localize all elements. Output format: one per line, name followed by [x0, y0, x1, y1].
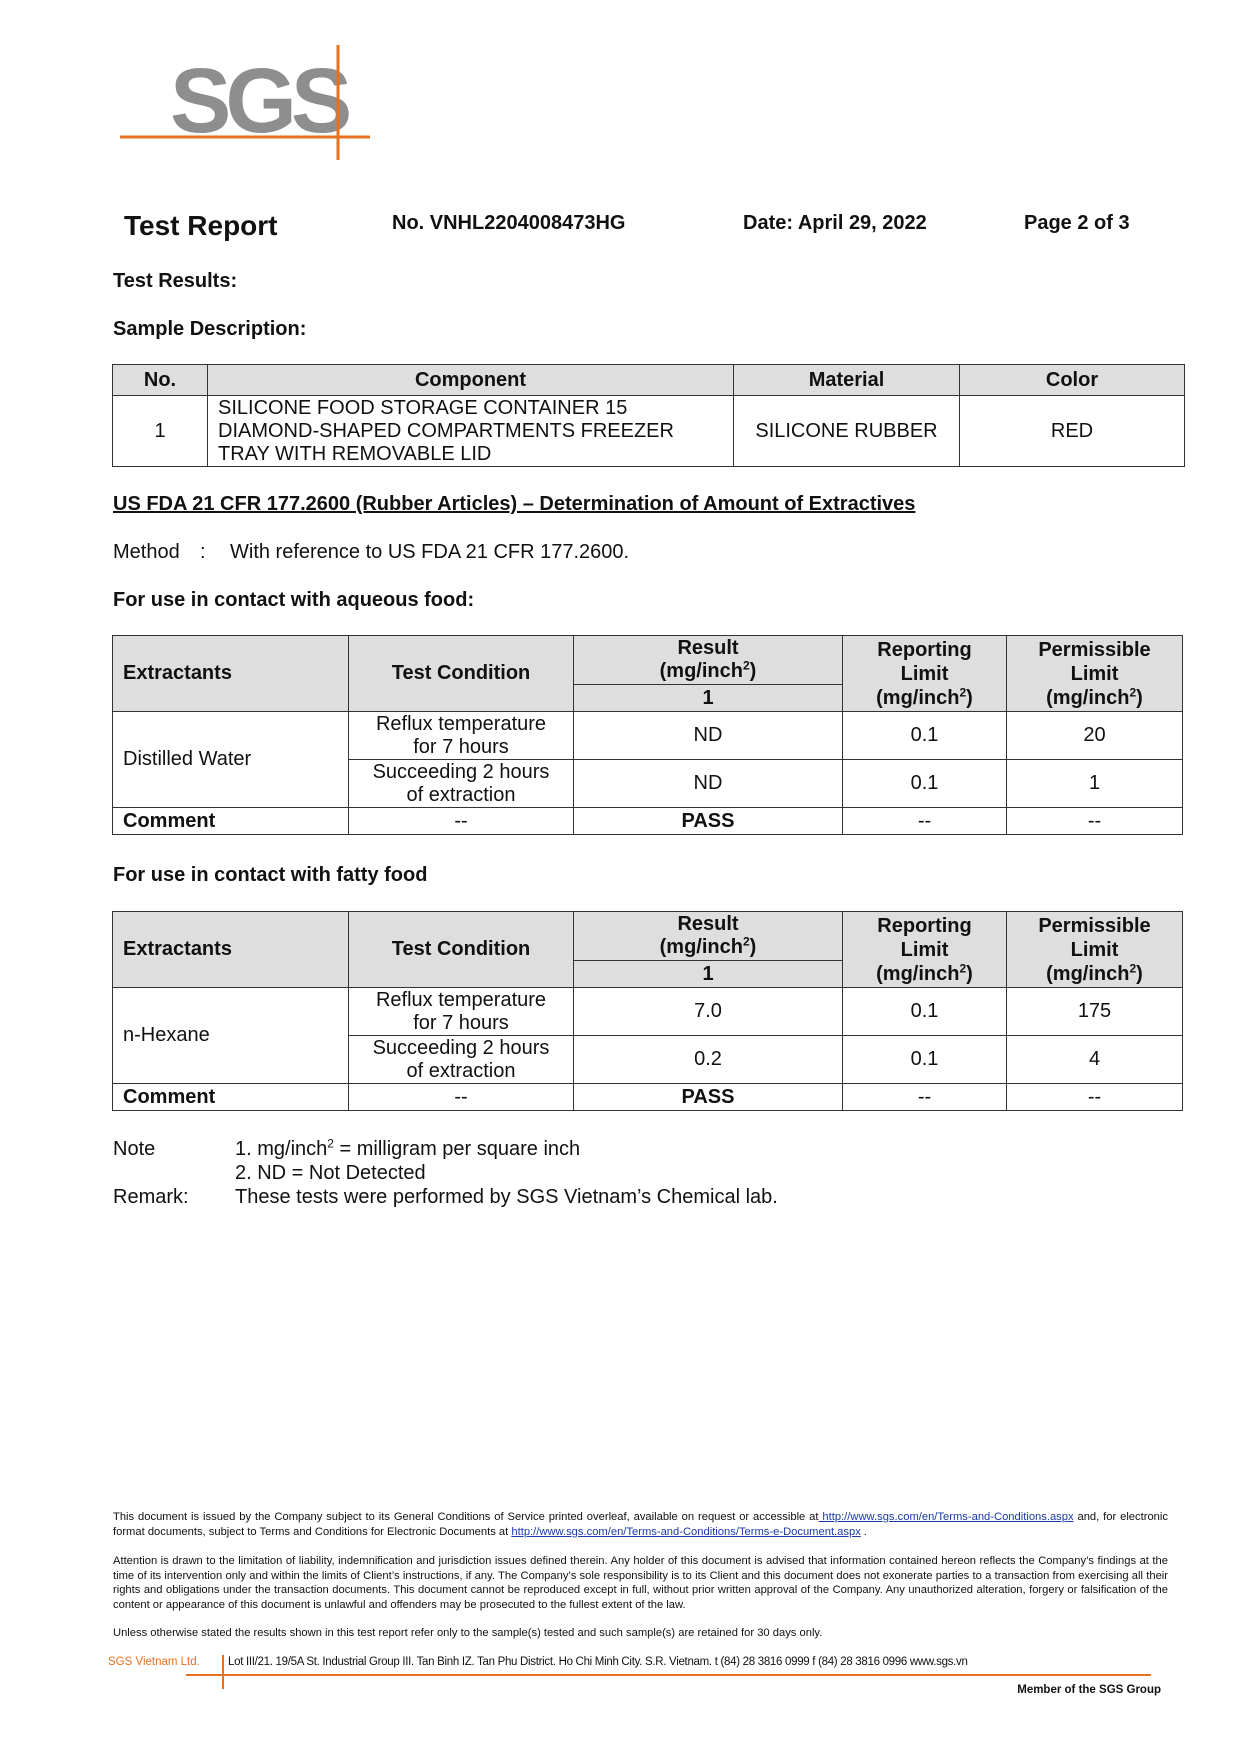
comment-row — [113, 1084, 1183, 1111]
hdr-result-unit: (mg/inch$^2$) — [659, 658, 757, 682]
hdr-reporting-limit: Reporting Limit (mg/inch$^2$) — [843, 636, 1007, 712]
test-condition: Reflux temperature for 7 hours — [349, 712, 574, 760]
fatty-header-row — [113, 912, 1183, 961]
result-value: 7.0 — [574, 988, 843, 1036]
hdr-test-condition: Test Condition — [349, 636, 574, 712]
note-1: 1. mg/inch$^2$ = milligram per square inch — [235, 1136, 581, 1160]
test-condition: Reflux temperature for 7 hours — [349, 988, 574, 1036]
sgs-logo-text: SGS — [170, 50, 347, 152]
remark-label: Remark: — [113, 1186, 189, 1208]
test-condition: Succeeding 2 hours of extraction — [349, 760, 574, 808]
permissible-limit-value: 175 — [1007, 988, 1183, 1036]
table-row — [113, 396, 1185, 467]
aqueous-table — [112, 635, 1183, 835]
comment-rl: -- — [843, 1084, 1007, 1111]
reporting-limit-value: 0.1 — [843, 1036, 1007, 1084]
aqueous-label: For use in contact with aqueous food: — [113, 589, 475, 611]
method-separator: : — [200, 541, 206, 563]
comment-cond: -- — [349, 808, 574, 835]
result-value: 0.2 — [574, 1036, 843, 1084]
component-line: SILICONE FOOD STORAGE CONTAINER 15 — [218, 396, 628, 419]
page-number: Page 2 of 3 — [1024, 212, 1130, 234]
reporting-limit-value: 0.1 — [843, 760, 1007, 808]
liability-paragraph: Attention is drawn to the limitation of liability, indemnification and jurisdiction issues defined therein. Any holder of this document is advised that information contained hereon reflects the Company’s findings at the time of its intervention only and within the limits of Client’s instructions, if any. The Company’s sole responsibility is to its Client and this document does not exonerate parties to a transaction from exercising all their rights and obligations under the transaction documents. This document cannot be reproduced except in full, without prior written approval of the Company. Any unauthorized alteration, forgery or falsification of the content or appearance of this document is unlawful and offenders may be prosecuted to the fullest extent of the law. — [113, 1555, 1168, 1611]
component-line: TRAY WITH REMOVABLE LID — [218, 442, 492, 465]
reporting-limit-value: 0.1 — [843, 712, 1007, 760]
result-value: ND — [574, 760, 843, 808]
comment-row — [113, 808, 1183, 835]
hdr-extractants: Extractants — [113, 636, 349, 712]
comment-result: PASS — [574, 808, 843, 835]
comment-pl: -- — [1007, 808, 1183, 835]
col-color: Color — [960, 365, 1185, 396]
fatty-extractant: n-Hexane — [113, 988, 349, 1084]
footer-member: Member of the SGS Group — [1017, 1684, 1161, 1696]
comment-label: Comment — [113, 808, 349, 835]
hdr-result — [574, 912, 843, 961]
hdr-sample-no: 1 — [574, 685, 843, 712]
comment-pl: -- — [1007, 1084, 1183, 1111]
test-results-label: Test Results: — [113, 270, 238, 292]
sample-component — [208, 396, 734, 467]
aqueous-extractant: Distilled Water — [113, 712, 349, 808]
method-label: Method — [113, 541, 180, 563]
hdr-test-condition: Test Condition — [349, 912, 574, 988]
footer-divider-horizontal — [186, 1674, 1151, 1676]
hdr-permissible-limit: Permissible Limit (mg/inch$^2$) — [1007, 636, 1183, 712]
note-2: 2. ND = Not Detected — [235, 1162, 426, 1184]
report-title: Test Report — [124, 210, 278, 241]
hdr-result-unit: (mg/inch$^2$) — [659, 934, 757, 958]
comment-label: Comment — [113, 1084, 349, 1111]
report-number: No. VNHL2204008473HG — [392, 212, 626, 234]
hdr-reporting-limit: Reporting Limit (mg/inch$^2$) — [843, 912, 1007, 988]
sgs-logo — [120, 45, 370, 160]
terms-link[interactable]: http://www.sgs.com/en/Terms-and-Conditions.aspx — [818, 1511, 1074, 1523]
footer-company: SGS Vietnam Ltd. — [108, 1656, 200, 1668]
result-value: ND — [574, 712, 843, 760]
fatty-label: For use in contact with fatty food — [113, 864, 428, 886]
sample-table — [112, 364, 1185, 467]
hdr-result-line: Result — [677, 913, 739, 935]
retention-paragraph: Unless otherwise stated the results shown in this test report refer only to the sample(s) tested and such sample(s) are retained for 30 days only. — [113, 1627, 823, 1639]
e-document-terms-link[interactable]: http://www.sgs.com/en/Terms-and-Conditions/Terms-e-Document.aspx — [511, 1525, 861, 1538]
permissible-limit-value: 20 — [1007, 712, 1183, 760]
sample-no: 1 — [113, 396, 208, 467]
component-line: DIAMOND-SHAPED COMPARTMENTS FREEZER — [218, 419, 674, 442]
hdr-result-line: Result — [677, 637, 739, 659]
remark-text: These tests were performed by SGS Vietnam’s Chemical lab. — [235, 1186, 778, 1208]
hdr-extractants: Extractants — [113, 912, 349, 988]
col-component: Component — [208, 365, 734, 396]
col-material: Material — [734, 365, 960, 396]
note-label: Note — [113, 1138, 156, 1160]
method-text: With reference to US FDA 21 CFR 177.2600. — [230, 541, 630, 563]
fatty-table — [112, 911, 1183, 1111]
reporting-limit-value: 0.1 — [843, 988, 1007, 1036]
sample-material: SILICONE RUBBER — [734, 396, 960, 467]
hdr-result — [574, 636, 843, 685]
col-no: No. — [113, 365, 208, 396]
footer-divider-vertical — [222, 1655, 224, 1689]
permissible-limit-value: 1 — [1007, 760, 1183, 808]
hdr-permissible-limit: Permissible Limit (mg/inch$^2$) — [1007, 912, 1183, 988]
terms-paragraph: This document is issued by the Company subject to its General Conditions of Service printed overleaf, available on request or accessible at http://www.sgs.com/en/Terms-and-Conditions.aspx and, for electronic format documents, subject to Terms and Conditions for Electronic Documents at http://www.sgs.com/en/Terms-and-Conditions/Terms-e-Document.aspx . — [113, 1511, 1168, 1538]
footer-address: Lot III/21. 19/5A St. Industrial Group III. Tan Binh IZ. Tan Phu District. Ho Chi Minh City. S.R. Vietnam. t (84) 28 3816 0999 f (84) 28 3816 0996 www.sgs.vn — [228, 1656, 968, 1668]
comment-result: PASS — [574, 1084, 843, 1111]
test-condition: Succeeding 2 hours of extraction — [349, 1036, 574, 1084]
hdr-sample-no: 1 — [574, 961, 843, 988]
sample-description-label: Sample Description: — [113, 318, 307, 340]
permissible-limit-value: 4 — [1007, 1036, 1183, 1084]
table-row — [113, 712, 1183, 760]
sample-table-header — [113, 365, 1185, 396]
sample-color: RED — [960, 396, 1185, 467]
table-row — [113, 988, 1183, 1036]
aqueous-header-row — [113, 636, 1183, 685]
report-date: Date: April 29, 2022 — [743, 212, 927, 234]
standard-heading: US FDA 21 CFR 177.2600 (Rubber Articles) – Determination of Amount of Extractives — [113, 493, 916, 515]
comment-cond: -- — [349, 1084, 574, 1111]
comment-rl: -- — [843, 808, 1007, 835]
